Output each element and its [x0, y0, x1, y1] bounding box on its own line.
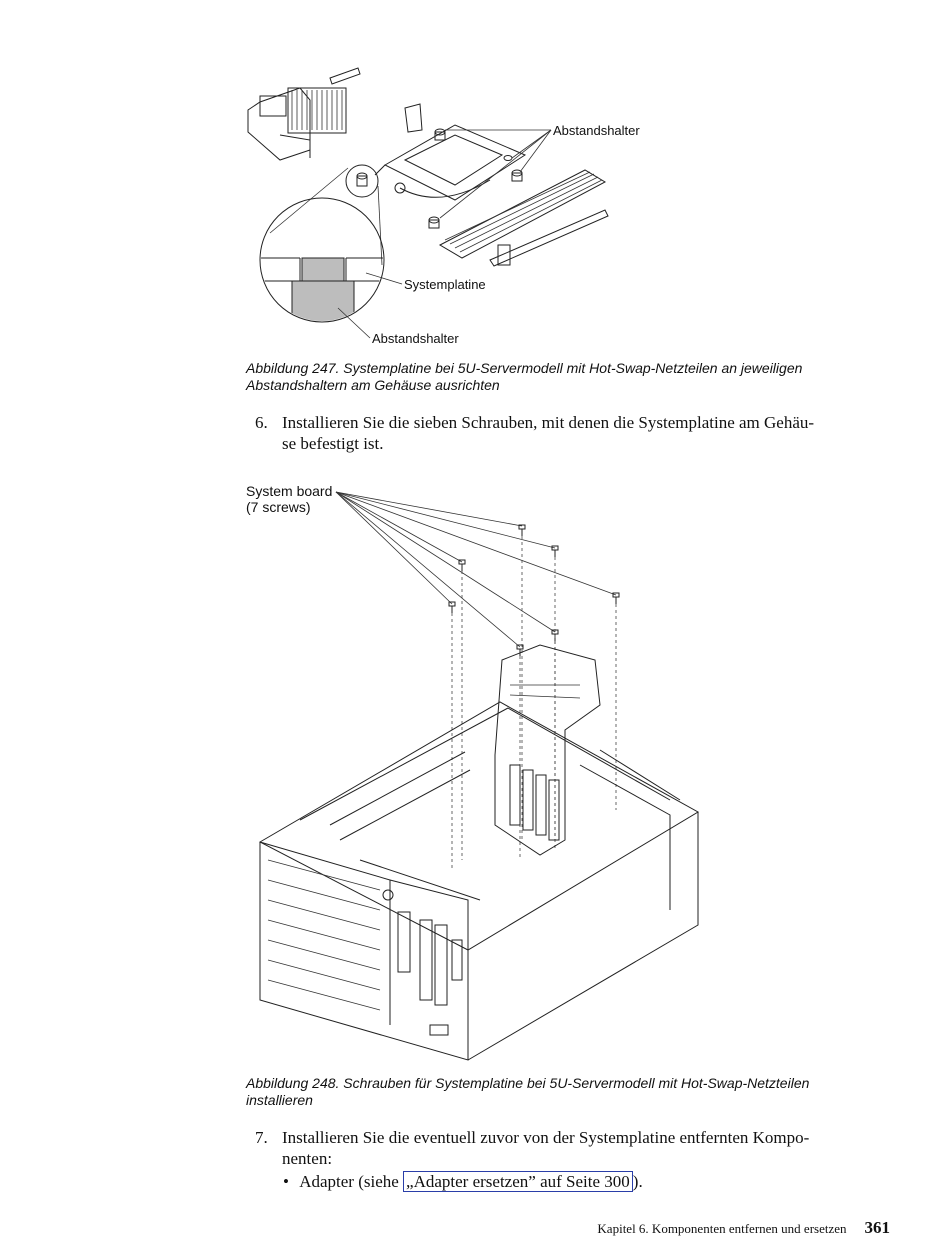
figure-248-callout	[246, 483, 332, 515]
figure-247-drawing	[240, 60, 660, 350]
bullet-text-prefix: Adapter (siehe	[299, 1172, 404, 1191]
figure-248-caption	[246, 1075, 896, 1109]
footer-page-number: 361	[864, 1218, 890, 1237]
bullet-text-suffix: ).	[632, 1172, 643, 1191]
memory-slots-illustration	[440, 170, 608, 266]
step-6-line1: Installieren Sie die sieben Schrauben, mit denen die Systemplatine am Gehäu-	[282, 413, 815, 432]
step-6	[255, 412, 895, 456]
figure-247-caption-line2: Abstandshaltern am Gehäuse ausrichten	[246, 377, 500, 393]
step-7	[255, 1127, 895, 1171]
screw-markers	[449, 525, 619, 656]
step-7-bullet-item	[283, 1171, 883, 1197]
callout-system-board-line2: (7 screws)	[246, 499, 311, 515]
callout-system-board: Systemplatine	[404, 277, 486, 292]
step-6-line2: se befestigt ist.	[282, 434, 384, 453]
step-7-number: 7.	[255, 1128, 268, 1147]
step-7-line2: nenten:	[282, 1149, 333, 1168]
figure-248-caption-line1: Abbildung 248. Schrauben für Systemplatine bei 5U-Servermodell mit Hot-Swap-Netzteilen	[246, 1075, 810, 1091]
board-fragment-illustration	[248, 68, 360, 160]
callout-standoff-top: Abstandshalter	[553, 123, 640, 138]
figure-247-caption-line1: Abbildung 247. Systemplatine bei 5U-Servermodell mit Hot-Swap-Netzteilen an jeweiligen	[246, 360, 803, 376]
figure-247	[240, 60, 660, 350]
adapter-replace-link[interactable]: „Adapter ersetzen” auf Seite 300	[403, 1171, 633, 1192]
figure-248-caption-line2: installieren	[246, 1092, 313, 1108]
figure-248-drawing	[240, 480, 710, 1065]
figure-247-caption	[246, 360, 896, 394]
socket-illustration	[375, 125, 525, 200]
bullet-glyph: •	[283, 1172, 289, 1191]
callout-system-board-line1: System board	[246, 483, 333, 499]
callout-standoff-bottom: Abstandshalter	[372, 331, 459, 346]
step-6-number: 6.	[255, 413, 268, 432]
figure-248	[240, 480, 710, 1065]
chassis-illustration	[260, 645, 698, 1060]
page-footer	[597, 1218, 890, 1238]
step-7-line1: Installieren Sie die eventuell zuvor von der Systemplatine entfernten Kompo-	[282, 1128, 810, 1147]
footer-chapter: Kapitel 6. Komponenten entfernen und ersetzen	[597, 1221, 847, 1236]
